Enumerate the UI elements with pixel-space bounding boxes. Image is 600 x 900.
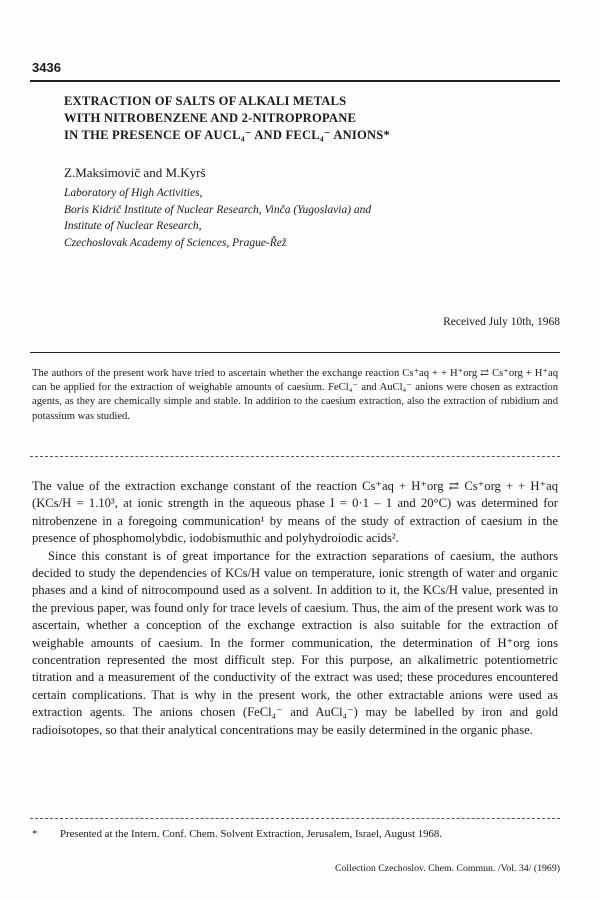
paper-title bbox=[64, 93, 554, 144]
abstract-top-rule bbox=[30, 352, 560, 353]
affiliation-line-2: Boris Kidrič Institute of Nuclear Research, Vinča (Yugoslavia) and bbox=[64, 203, 372, 216]
body-paragraph-2: Since this constant is of great importance for the extraction separations of caesium, the authors decided to study the dependencies of KCs/H value on temperature, ionic strength of water and organic phases and a kind of nitrocompound used as a solvent. In addition to it, the KCs/H value, presented in the previous paper, was found only for trace levels of caesium. Thus, the aim of the present work was to ascertain, whether a conception of the exchange extraction is also suitable for the extraction of weighable amounts of caesium. In the former communication, the determination of H⁺org ions concentration represented the most difficult step. For this purpose, an alkalimetric potentiometric titration and a measurement of the conductivity of the extract was used; these procedures encountered certain complications. That is why in the present work, the other extractable anions were used as extraction agents. The anions chosen (FeCl₄⁻ and AuCl₄⁻) may be labelled by iron and gold radioisotopes, so that their analytical concentrations may be easily determined in the organic phase. bbox=[32, 548, 558, 737]
abstract: The authors of the present work have tried to ascertain whether the exchange reaction Cs⁺aq + + H⁺org ⇄ Cs⁺org + H⁺aq can be applied for the extraction of weighable amounts of caesium. FeCl₄⁻ and AuCl₄⁻ anions were chosen as extraction agents, as they are chemically simple and stable. In addition to the caesium extraction, also the extraction of rubidium and potassium was studied. bbox=[32, 368, 558, 422]
footnote-text: Presented at the Intern. Conf. Chem. Solvent Extraction, Jerusalem, Israel, August 1968. bbox=[60, 828, 443, 840]
authors: Z.Maksimovič and M.Kyrš bbox=[64, 165, 206, 180]
affiliation-line-1: Laboratory of High Activities, bbox=[64, 187, 203, 199]
affiliation-line-4: Czechoslovak Academy of Sciences, Prague-Řež bbox=[64, 236, 287, 249]
body-text bbox=[32, 478, 558, 739]
footnote-mark: * bbox=[32, 828, 38, 840]
received-date: Received July 10th, 1968 bbox=[443, 316, 560, 328]
footnote-rule bbox=[30, 818, 560, 819]
journal-citation: Collection Czechoslov. Chem. Commun. /Vol. 34/ (1969) bbox=[334, 863, 560, 874]
footnote bbox=[32, 828, 558, 840]
affiliation-line-3: Institute of Nuclear Research, bbox=[64, 220, 202, 232]
abstract-bottom-rule bbox=[30, 456, 560, 457]
title-line-1: EXTRACTION OF SALTS OF ALKALI METALS bbox=[64, 94, 347, 108]
header-rule bbox=[30, 80, 560, 82]
affiliation bbox=[64, 185, 544, 251]
title-line-3: IN THE PRESENCE OF AUCL₄⁻ AND FECL₄⁻ ANIONS* bbox=[64, 128, 391, 142]
title-line-2: WITH NITROBENZENE AND 2-NITROPROPANE bbox=[64, 111, 357, 125]
page-number: 3436 bbox=[32, 60, 61, 75]
body-paragraph-1: The value of the extraction exchange constant of the reaction Cs⁺aq + H⁺org ⇄ Cs⁺org + + H⁺aq (KCs/H = 1.10³, at ionic strength in the aqueous phase I = 0·1 – 1 and 20°C) was determined for nitrobenzene in a foregoing communication¹ by means of the study of extraction of caesium in the presence of phosphomolybdic, iodobismuthic and polyhydroiodic acids². bbox=[32, 479, 558, 546]
